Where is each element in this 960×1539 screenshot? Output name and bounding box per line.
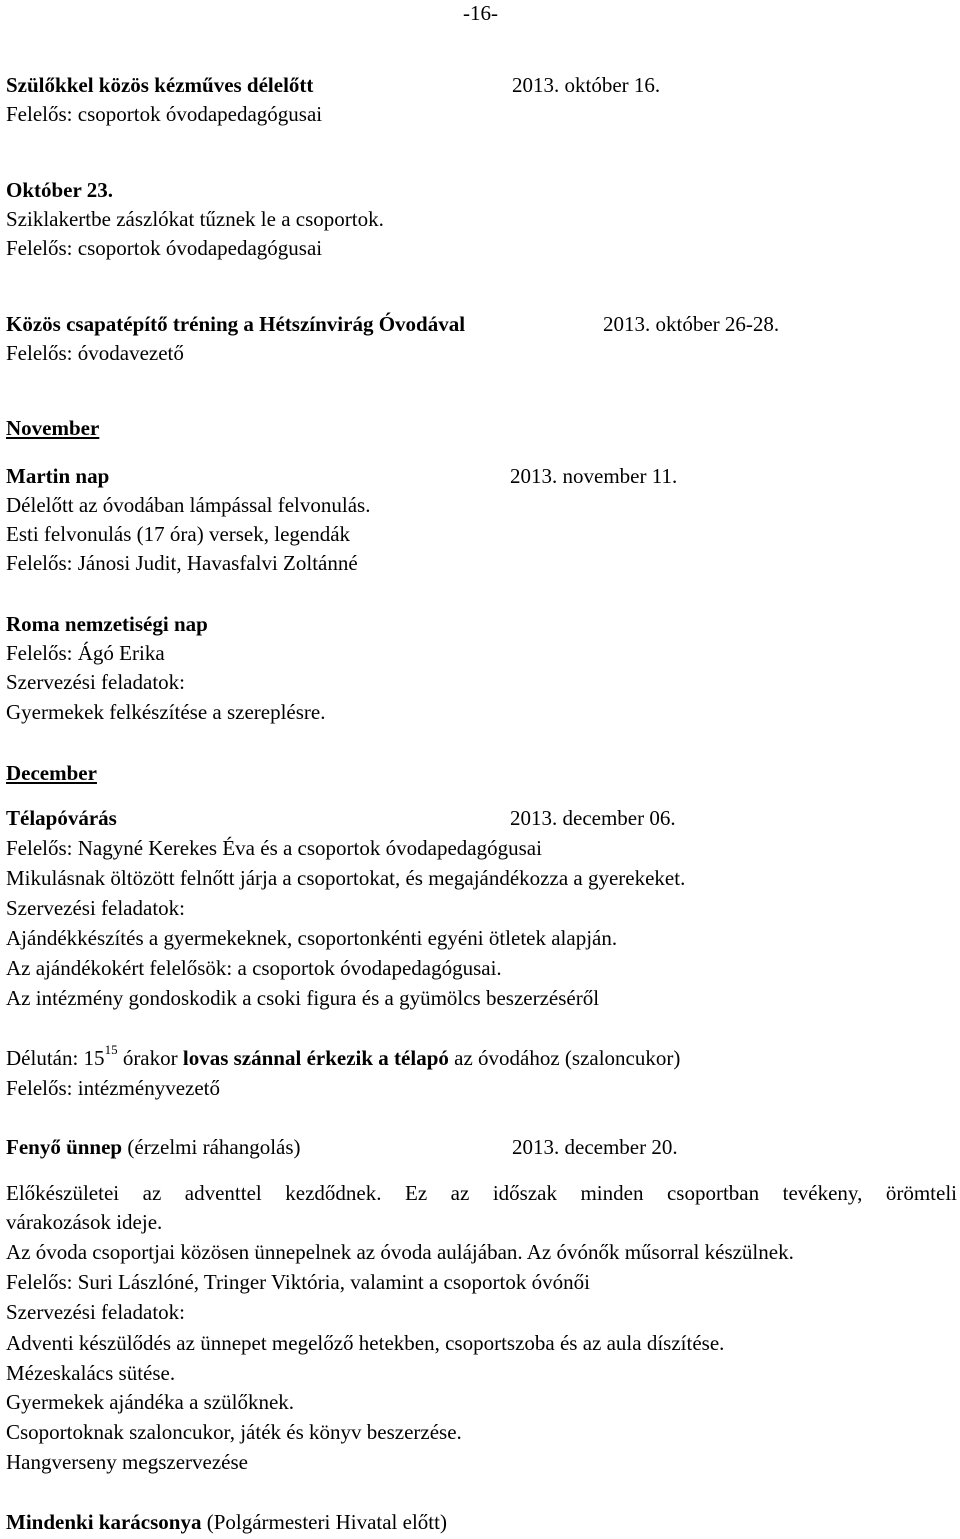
afternoon-suffix: az óvodához (szaloncukor) [448,1046,681,1070]
event-responsible-kezmuves: Felelős: csoportok óvodapedagógusai [6,102,323,126]
event-task-telapo-1: Ajándékkészítés a gyermekeknek, csoportonkénti egyéni ötletek alapján. [6,926,618,950]
event-title-roma: Roma nemzetiségi nap [6,612,208,636]
event-title-mindenki [6,1510,447,1534]
page-number: -16- [463,1,498,25]
event-tasks-label-roma: Szervezési feladatok: [6,670,185,694]
event-responsible-martin: Felelős: Jánosi Judit, Havasfalvi Zoltánné [6,551,358,575]
month-heading-november: November [6,416,100,440]
event-afternoon-responsible: Felelős: intézményvezető [6,1076,221,1100]
afternoon-prefix: Délután: 15 [6,1046,105,1070]
event-task-telapo-2: Az ajándékokért felelősök: a csoportok óvodapedagógusai. [6,956,502,980]
event-title-martin: Martin nap [6,464,110,488]
event-responsible-training: Felelős: óvodavezető [6,341,184,365]
afternoon-highlight: lovas szánnal érkezik a télapó [182,1046,449,1070]
event-responsible-fenyo: Felelős: Suri Lászlóné, Tringer Viktória, valamint a csoportok óvónői [6,1270,590,1294]
event-date-martin: 2013. november 11. [510,464,678,488]
event-task-fenyo-3: Gyermekek ajándéka a szülőknek. [6,1390,295,1414]
event-date-training: 2013. október 26-28. [603,312,780,336]
event-task-fenyo-4: Csoportoknak szaloncukor, játék és könyv beszerzése. [6,1420,462,1444]
paragraph-line-1: Előkészületei az adventtel kezdődnek. Ez az időszak minden csoportban tevékeny, örömteli [6,1181,957,1205]
event-paragraph-fenyo [6,1181,957,1205]
event-title-fenyo-bold: Fenyő ünnep [6,1135,123,1159]
event-title-mindenki-bold: Mindenki karácsonya [6,1510,202,1534]
event-line-fenyo-2: Az óvoda csoportjai közösen ünnepelnek az óvoda aulájában. Az óvónők műsorral készülnek. [6,1240,794,1264]
event-afternoon-telapo [6,1042,681,1070]
afternoon-mid: órakor [117,1046,183,1070]
event-line-martin-2: Esti felvonulás (17 óra) versek, legendák [6,522,351,546]
event-title-training: Közös csapatépítő tréning a Hétszínvirág Óvodával [6,312,466,336]
event-title-mindenki-rest: (Polgármesteri Hivatal előtt) [201,1510,447,1534]
paragraph-line-2: várakozások ideje. [6,1210,163,1234]
event-task-fenyo-1: Adventi készülődés az ünnepet megelőző hetekben, csoportszoba és az aula díszítése. [6,1331,725,1355]
event-task-telapo-3: Az intézmény gondoskodik a csoki figura és a gyümölcs beszerzéséről [6,986,600,1010]
event-title-fenyo [6,1135,301,1159]
event-title-kezmuves: Szülőkkel közös kézműves délelőtt [6,73,314,97]
event-responsible-roma: Felelős: Ágó Erika [6,641,165,665]
event-date-telapo: 2013. december 06. [510,806,676,830]
event-tasks-label-fenyo: Szervezési feladatok: [6,1300,185,1324]
event-title-telapo: Télapóvárás [6,806,117,830]
event-tasks-label-telapo: Szervezési feladatok: [6,896,185,920]
event-date-kezmuves: 2013. október 16. [512,73,661,97]
event-task-fenyo-2: Mézeskalács sütése. [6,1361,176,1385]
event-task-fenyo-5: Hangverseny megszervezése [6,1450,248,1474]
event-line-martin-1: Délelőtt az óvodában lámpással felvonulás. [6,493,371,517]
event-responsible-telapo: Felelős: Nagyné Kerekes Éva és a csoportok óvodapedagógusai [6,836,542,860]
event-task-roma-1: Gyermekek felkészítése a szereplésre. [6,700,326,724]
event-date-fenyo: 2013. december 20. [512,1135,678,1159]
event-title-okt23: Október 23. [6,178,113,202]
event-title-fenyo-rest: (érzelmi ráhangolás) [122,1135,301,1159]
event-line-okt23: Sziklakertbe zászlókat tűznek le a csoportok. [6,207,384,231]
event-line-telapo-1: Mikulásnak öltözött felnőtt járja a csoportokat, és megajándékozza a gyerekeket. [6,866,686,890]
event-responsible-okt23: Felelős: csoportok óvodapedagógusai [6,236,323,260]
afternoon-time-superscript: 15 [104,1042,118,1057]
month-heading-december: December [6,761,97,785]
